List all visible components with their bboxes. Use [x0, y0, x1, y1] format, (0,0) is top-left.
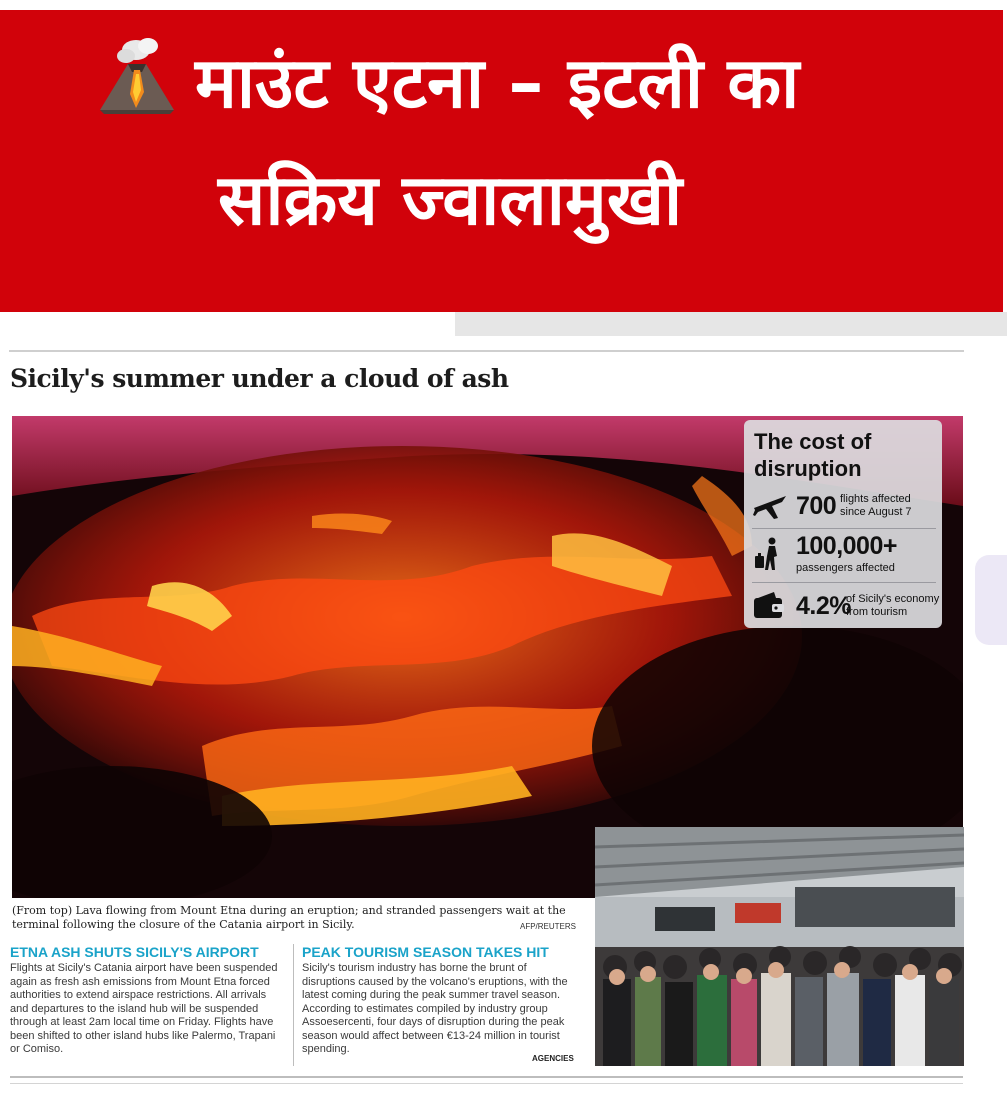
column-airport [10, 944, 285, 1057]
background-shadow [455, 312, 1007, 336]
stat-economy-label-2: from tourism [846, 606, 908, 618]
volcano-icon [96, 34, 178, 114]
stat-flights-label-2: since August 7 [840, 506, 912, 518]
stat-divider [752, 528, 936, 529]
column-tourism-heading: PEAK TOURISM SEASON TAKES HIT [302, 944, 549, 960]
column-airport-body: Flights at Sicily's Catania airport have been suspended again as fresh ash emissions from Mount Etna forced authorities to extend airspace restrictions. All arrivals and departures to the island hub will be suspended through at least 2am local time on Friday. Flights have been shifted to other island hubs like Palermo, Trapani or Comiso. [10, 962, 278, 1055]
column-divider [293, 944, 294, 1066]
photo-credit: AFP/REUTERS [520, 922, 577, 931]
stat-economy-label-1: of Sicily's economy [846, 593, 940, 605]
column-airport-heading: ETNA ASH SHUTS SICILY'S AIRPORT [10, 944, 259, 960]
rule-bottom-thin [10, 1083, 963, 1084]
article-headline: Sicily's summer under a cloud of ash [10, 364, 509, 393]
stat-flights-value: 700 [796, 492, 837, 520]
airport-photo [595, 827, 964, 1066]
wallet-icon [752, 588, 788, 624]
cost-of-disruption-box [744, 420, 942, 628]
airplane-icon [752, 488, 788, 524]
column-tourism-body: Sicily's tourism industry has borne the brunt of disruptions caused by the volcano's eruptions, with the latest coming during the peak summer travel season. According to estimates compiled by industry group Assoesercenti, four days of disruption during the peak season would affect between €13-24 million in tourist spending. [302, 962, 568, 1055]
stat-passengers-value: 100,000+ [796, 532, 897, 560]
byline: AGENCIES [532, 1054, 574, 1063]
stat-flights-label-1: flights affected [840, 493, 911, 505]
traveller-icon [752, 536, 788, 572]
stat-divider [752, 582, 936, 583]
title-banner [0, 10, 1003, 312]
stat-economy-value: 4.2% [796, 592, 851, 620]
banner-title-line-1: माउंट एटना – इटली का [195, 42, 800, 124]
stat-flights [752, 484, 936, 530]
stat-passengers-label: passengers affected [796, 562, 895, 574]
stat-passengers [752, 532, 936, 578]
background-shape [975, 555, 1007, 645]
cost-box-title: The cost of disruption [754, 429, 872, 481]
banner-title-line-2: सक्रिय ज्वालामुखी [218, 159, 683, 241]
column-tourism [302, 944, 574, 1057]
stat-economy [752, 584, 940, 630]
rule-top [9, 350, 964, 352]
photo-caption: (From top) Lava flowing from Mount Etna during an eruption; and stranded passengers wait at the terminal following the closure of the Catania airport in Sicily. [12, 904, 566, 931]
rule-bottom [10, 1076, 963, 1078]
